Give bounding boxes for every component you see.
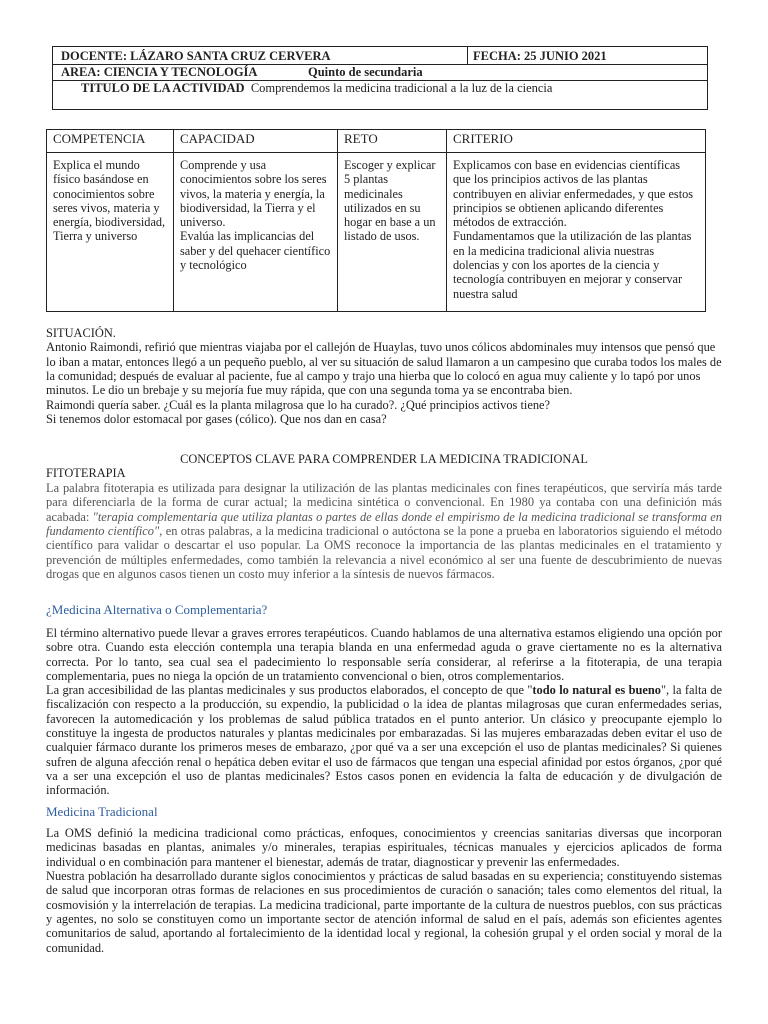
header-table xyxy=(52,46,708,110)
situacion-title: SITUACIÓN. xyxy=(46,326,116,340)
docente: DOCENTE: LÁZARO SANTA CRUZ CERVERA xyxy=(61,49,331,63)
situacion-section xyxy=(46,326,722,426)
table-row xyxy=(47,153,706,312)
table-header: CRITERIO xyxy=(447,130,706,153)
competence-table xyxy=(46,129,706,312)
situacion-text: Antonio Raimondi, refirió que mientras viajaba por el callejón de Huaylas, tuvo unos cólicos abdominales muy intensos que pensó que lo iban a matar, entonces llegó a un pequeño pueblo, al ver su situación de salud llamaron a un campesino que curaba todos los males de la comunidad; después de evaluar al paciente, fue al campo y trajo una hierba que lo colocó en agua muy caliente y lo tapó por unos minutos. Le dio un brebaje y su mejoría fue muy rápida, que con una segunda toma ya se encontraba bien. xyxy=(46,340,722,398)
table-cell-capacidad: Comprende y usa conocimientos sobre los seres vivos, la materia y energía, la biodiversidad, la Tierra y el universo. Evalúa las implicancias del saber y del quehacer científico y tecnológico xyxy=(174,153,338,312)
table-cell-competencia: Explica el mundo físico basándose en conocimientos sobre seres vivos, materia y energía, biodiversidad, Tierra y universo xyxy=(47,153,174,312)
titulo-label: TITULO DE LA ACTIVIDAD xyxy=(81,81,245,95)
titulo-value: Comprendemos la medicina tradicional a la luz de la ciencia xyxy=(250,81,553,95)
alt-text-bold: todo lo natural es bueno xyxy=(532,683,661,697)
alternativa-paragraph-2 xyxy=(46,683,722,798)
situacion-question-2: Si tenemos dolor estomacal por gases (cólico). Que nos dan en casa? xyxy=(46,412,387,427)
table-header: CAPACIDAD xyxy=(174,130,338,153)
fitoterapia-title: FITOTERAPIA xyxy=(46,466,126,480)
fecha: FECHA: 25 JUNIO 2021 xyxy=(473,49,607,63)
alternativa-title: ¿Medicina Alternativa o Complementaria? xyxy=(46,602,268,617)
fito-text-1: La palabra fitoterapia es utilizada para designar la utilización de las plantas medicinales con fines terapéuticos, que serviría más tarde para diferenciarla de la forma de curar actual; la medicina sintética o convencional. En 1980 ya contaba con una definición más acabada: xyxy=(46,481,722,524)
fito-quote: "terapia complementaria que utiliza plantas o partes de ellas donde el empirismo de la medicina tradicional se transforma en fundamento científico" xyxy=(46,509,722,539)
table-cell-reto: Escoger y explicar 5 plantas medicinales utilizados en su hogar en base a un listado de usos. xyxy=(338,153,447,312)
table-cell-criterio: Explicamos con base en evidencias científicas que los principios activos de las plantas contribuyen en aliviar enfermedades, y que estos principios se obtienen aplicando diferentes métodos de extracción. Fundamentamos que la utilización de las plantas en la medicina tradicional alivia nuestras dolencias y con los aportes de la ciencia y tecnología contribuyen en mejorar y conservar nuestra salud xyxy=(447,153,706,312)
alternativa-paragraph-1: El término alternativo puede llevar a graves errores terapéuticos. Cuando hablamos de una alternativa estamos eligiendo una opción por sobre otra. Cuando esta elección contempla una terapia blanda en una enfermedad aguda o grave ciertamente no es la alternativa correcta. Por lo tanto, sea cual sea el padecimiento lo responsable sería considerar, al referirse a la fitoterapia, de una terapia complementaria, pues no niega la opción de un tratamiento convencional o bien, otros complementarios. xyxy=(46,626,722,684)
header-row-1 xyxy=(53,47,707,65)
area: AREA: CIENCIA Y TECNOLOGÍA xyxy=(61,65,258,79)
table-header: COMPETENCIA xyxy=(47,130,174,153)
table-header: RETO xyxy=(338,130,447,153)
alt-text-c: ", la falta de fiscalización con respecto a la producción, su expendio, la publicidad o la idea de plantas milagrosas que curan enfermedades serias, favorecen la automedicación y los problemas de salud pública tratados en el punto anterior. Un clásico y preocupante ejemplo lo constituye la ingesta de productos naturales y plantas medicinales por embarazadas. Si las mujeres embarazadas deben evitar el uso de cualquier fármaco durante los primeros meses de embarazo, ¿por qué va a ser una excepción el uso de plantas medicinales? Si quienes sufren de alguna afección renal o hepática deben evitar el uso de fármacos que tengan una especial afinidad por estos órganos, ¿por qué va a ser una excepción el uso de plantas medicinales? Estos casos ponen en evidencia la falta de educación y de divulgación de información. xyxy=(46,683,722,798)
tradicional-paragraph-2: Nuestra población ha desarrollado durante siglos conocimientos y prácticas de salud basadas en su experiencia; constituyendo sistemas de salud que incorporan otras formas de relaciones en sus procedimientos de curación o sanación; tales como elementos del ritual, la cosmovisión y la interrelación de terapias. La medicina tradicional, parte importante de la cultura de nuestros pueblos, con sus prácticas y agentes, no solo se constituyen como un importante sector de atención informal de salud en el país, además son eficientes agentes comunitarios de salud, aportando al fortalecimiento de la identidad local y regional, la cohesión grupal y el orden social y moral de la comunidad. xyxy=(46,869,722,955)
situacion-question-1: Raimondi quería saber. ¿Cuál es la planta milagrosa que lo ha curado?. ¿Qué principios activos tiene? xyxy=(46,397,551,412)
fito-text-2: , en otras palabras, a la medicina tradicional o autóctona se la pone a prueba en laboratorios siguiendo el método científico para validar o descartar el uso popular. La OMS reconoce la importancia de las plantas medicinales en el tratamiento y prevención de múltiples enfermedades, como también la relevancia a nivel económico al ser una fuente de descubrimiento de nuevas drogas que en algunos casos tienen un costo muy inferior a la síntesis de nuevos fármacos. xyxy=(46,524,722,582)
header-divider xyxy=(467,47,468,64)
header-row-2 xyxy=(53,64,707,81)
conceptos-title: CONCEPTOS CLAVE PARA COMPRENDER LA MEDICINA TRADICIONAL xyxy=(180,452,588,466)
grado: Quinto de secundaria xyxy=(308,65,423,79)
tradicional-paragraph-1: La OMS definió la medicina tradicional como prácticas, enfoques, conocimientos y creencias sanitarias diversas que incorporan medicinas basadas en plantas, animales y/o minerales, terapias espirituales, técnicas manuales y ejercicios aplicados de forma individual o en combinación para mantener el bienestar, además de tratar, diagnosticar y prevenir las enfermedades. xyxy=(46,826,722,869)
table-header-row xyxy=(47,130,706,153)
alt-text-a: La gran accesibilidad de las plantas medicinales y sus productos elaborados, el concepto de que " xyxy=(46,683,533,697)
tradicional-title: Medicina Tradicional xyxy=(46,804,158,819)
fitoterapia-paragraph xyxy=(46,481,722,581)
actividad-title xyxy=(81,81,552,95)
